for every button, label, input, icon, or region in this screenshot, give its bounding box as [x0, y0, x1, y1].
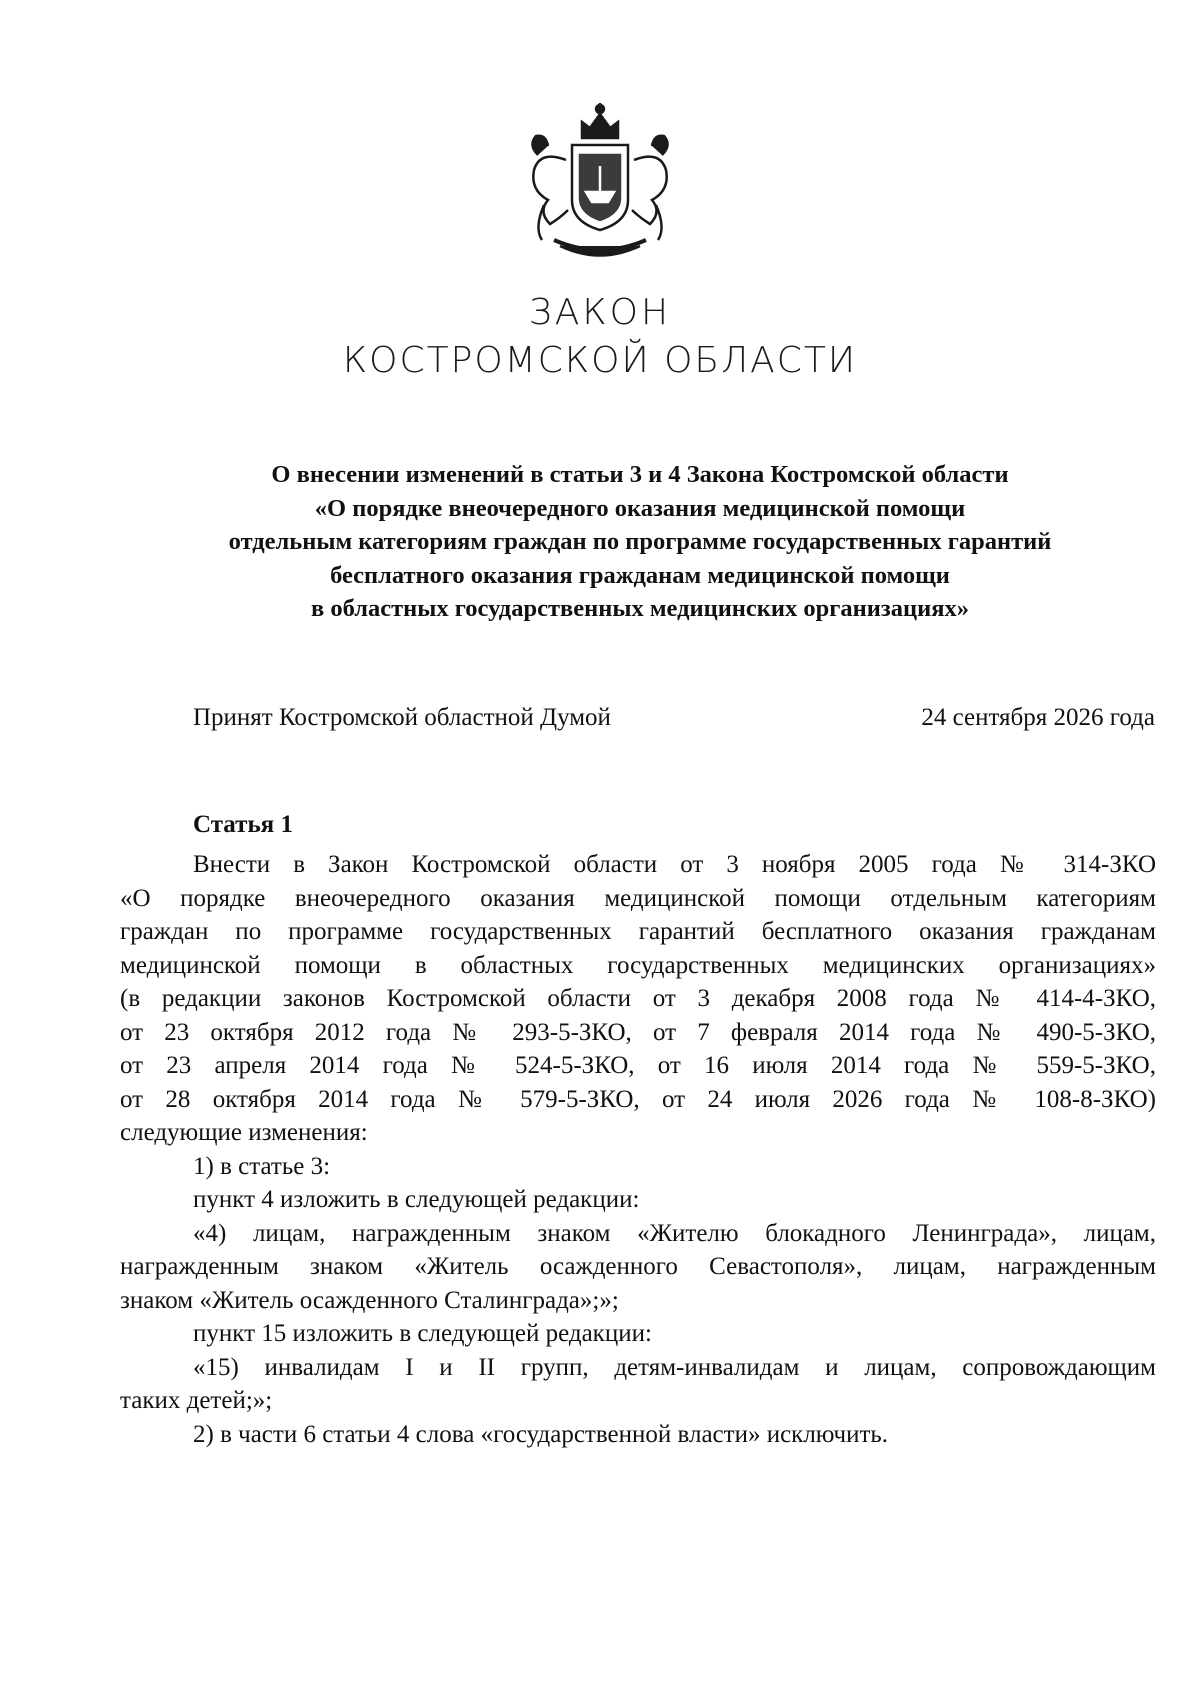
- body-line: таких детей;»;: [120, 1387, 273, 1414]
- title-line: бесплатного оказания гражданам медицинской помощи: [330, 561, 950, 589]
- adoption-date: 24 сентября 2026 года: [921, 704, 1155, 731]
- body-line: (в редакции законов Костромской области от 3 декабря 2008 года № 414-4-ЗКО,: [120, 985, 1156, 1012]
- title-line: «О порядке внеочередного оказания медицинской помощи: [314, 494, 966, 522]
- body-line: знаком «Житель осажденного Сталинграда»;»;: [120, 1286, 619, 1314]
- body-line: следующие изменения:: [120, 1119, 368, 1146]
- body-line: «О порядке внеочередного оказания медицинской помощи отдельным категориям: [120, 884, 1156, 912]
- body-line: награжденным знаком «Житель осажденного Севастополя», лицам, награжденным: [120, 1253, 1156, 1280]
- coat-of-arms-emblem: [520, 100, 680, 265]
- body-line: «15) инвалидам I и II групп, детям-инвалидам и лицам, сопровождающим: [193, 1353, 1156, 1381]
- body-line: Внести в Закон Костромской области от 3 ноября 2005 года № 314-ЗКО: [193, 851, 1156, 878]
- article-heading: Статья 1: [193, 811, 293, 838]
- article-body: [120, 848, 1156, 1451]
- body-line: от 23 октября 2012 года № 293-5-ЗКО, от 7 февраля 2014 года № 490-5-ЗКО,: [120, 1018, 1156, 1046]
- body-line: пункт 4 изложить в следующей редакции:: [193, 1186, 640, 1213]
- body-line: граждан по программе государственных гарантий бесплатного оказания гражданам: [120, 918, 1156, 945]
- adoption-text: Принят Костромской областной Думой: [193, 704, 611, 731]
- body-line: 1) в статье 3:: [193, 1152, 331, 1180]
- law-title: [120, 458, 1160, 626]
- body-line: «4) лицам, награжденным знаком «Жителю блокадного Ленинграда», лицам,: [193, 1219, 1156, 1247]
- region-heading: КОСТРОМСКОЙ ОБЛАСТИ: [342, 340, 858, 381]
- body-line: от 23 апреля 2014 года № 524-5-ЗКО, от 16 июля 2014 года № 559-5-ЗКО,: [120, 1052, 1156, 1079]
- title-line: отдельным категориям граждан по программе государственных гарантий: [228, 528, 1052, 555]
- law-heading: ЗАКОН: [528, 292, 672, 333]
- title-line: в областных государственных медицинских организациях»: [311, 595, 969, 622]
- body-line: от 28 октября 2014 года № 579-5-ЗКО, от 24 июля 2026 года № 108-8-ЗКО): [120, 1085, 1156, 1113]
- body-line: пункт 15 изложить в следующей редакции:: [193, 1320, 652, 1347]
- body-line: 2) в части 6 статьи 4 слова «государственной власти» исключить.: [193, 1420, 889, 1448]
- title-line: О внесении изменений в статьи 3 и 4 Закона Костромской области: [271, 461, 1009, 488]
- body-line: медицинской помощи в областных государственных медицинских организациях»: [120, 951, 1156, 979]
